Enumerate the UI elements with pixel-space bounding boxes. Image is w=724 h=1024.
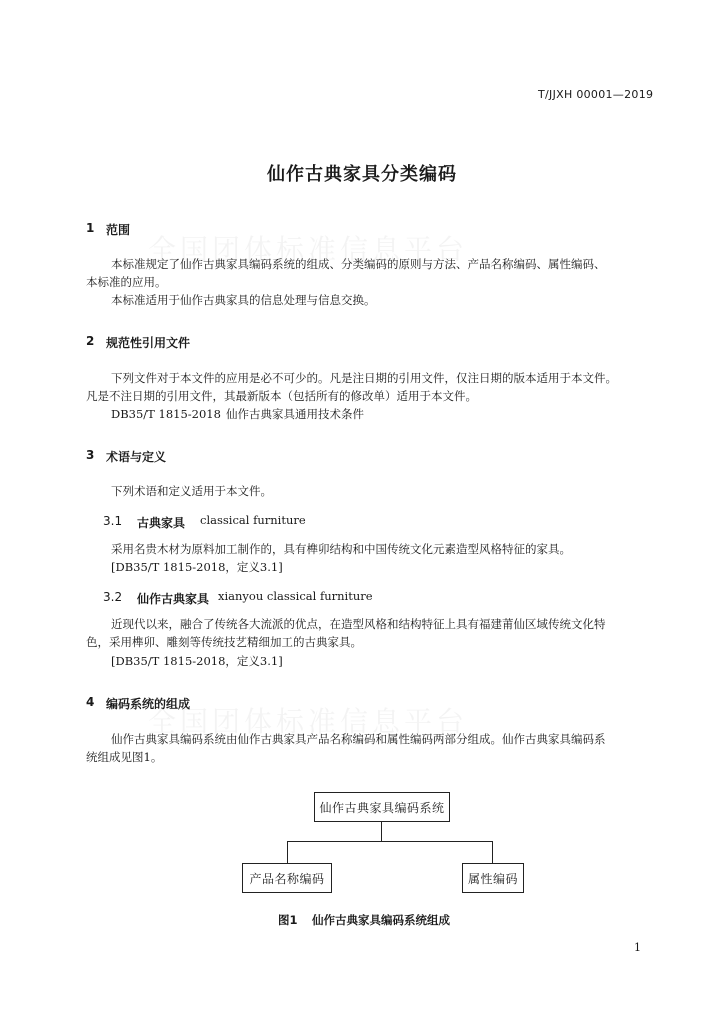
term-3-1-source: [DB35/T 1815-2018，定义3.1] xyxy=(111,560,283,574)
reference-title: 仙作古典家具通用技术条件 xyxy=(226,407,364,421)
section-2-paragraph-line-1: 下列文件对于本文件的应用是必不可少的。凡是注日期的引用文件，仅注日期的版本适用于本文件。 xyxy=(111,371,617,385)
figure-caption-text: 仙作古典家具编码系统组成 xyxy=(312,913,450,927)
page-number: 1 xyxy=(634,941,641,954)
section-1-paragraph-1-line-2: 本标准的应用。 xyxy=(86,275,167,289)
term-3-2-definition-line-2: 色，采用榫卯、雕刻等传统技艺精细加工的古典家具。 xyxy=(86,635,362,649)
standard-code: T/JJXH 00001—2019 xyxy=(538,88,654,101)
section-2-number: 2 xyxy=(86,334,95,348)
section-2-heading: 规范性引用文件 xyxy=(106,336,191,350)
document-title: 仙作古典家具分类编码 xyxy=(267,164,457,185)
figure-caption-number: 图1 xyxy=(278,913,298,927)
term-3-1-definition: 采用名贵木材为原料加工制作的，具有榫卯结构和中国传统文化元素造型风格特征的家具。 xyxy=(111,542,571,556)
term-3-1-number: 3.1 xyxy=(103,514,123,528)
diagram-right-node: 属性编码 xyxy=(462,863,524,893)
diagram-left-node: 产品名称编码 xyxy=(242,863,332,893)
connector-vertical-right xyxy=(492,841,493,863)
section-4-heading: 编码系统的组成 xyxy=(106,697,191,711)
section-4-number: 4 xyxy=(86,695,95,709)
term-3-2-english: xianyou classical furniture xyxy=(218,589,373,603)
term-3-2-source: [DB35/T 1815-2018，定义3.1] xyxy=(111,654,283,668)
term-3-2-name: 仙作古典家具 xyxy=(137,592,210,606)
section-1-number: 1 xyxy=(86,221,95,235)
section-4-paragraph-line-1: 仙作古典家具编码系统由仙作古典家具产品名称编码和属性编码两部分组成。仙作古典家具编码系 xyxy=(111,732,606,746)
section-1-paragraph-2: 本标准适用于仙作古典家具的信息处理与信息交换。 xyxy=(111,293,376,307)
section-3-heading: 术语与定义 xyxy=(106,450,167,464)
term-3-1-name: 古典家具 xyxy=(137,516,186,530)
reference-code: DB35/T 1815-2018 xyxy=(111,407,221,421)
section-1-paragraph-1-line-1: 本标准规定了仙作古典家具编码系统的组成、分类编码的原则与方法、产品名称编码、属性编码、 xyxy=(111,257,606,271)
connector-vertical-left xyxy=(287,841,288,863)
section-3-number: 3 xyxy=(86,448,95,462)
connector-vertical-root xyxy=(381,821,382,841)
term-3-2-definition-line-1: 近现代以来，融合了传统各大流派的优点，在造型风格和结构特征上具有福建莆仙区域传统文化特 xyxy=(111,617,606,631)
section-4-paragraph-line-2: 统组成见图1。 xyxy=(86,750,163,764)
section-2-paragraph-line-2: 凡是不注日期的引用文件，其最新版本（包括所有的修改单）适用于本文件。 xyxy=(86,389,477,403)
section-3-intro: 下列术语和定义适用于本文件。 xyxy=(111,484,272,498)
term-3-1-english: classical furniture xyxy=(200,513,306,527)
term-3-2-number: 3.2 xyxy=(103,590,123,604)
connector-horizontal xyxy=(287,841,493,842)
section-1-heading: 范围 xyxy=(106,223,131,237)
diagram-root-node: 仙作古典家具编码系统 xyxy=(314,792,450,822)
